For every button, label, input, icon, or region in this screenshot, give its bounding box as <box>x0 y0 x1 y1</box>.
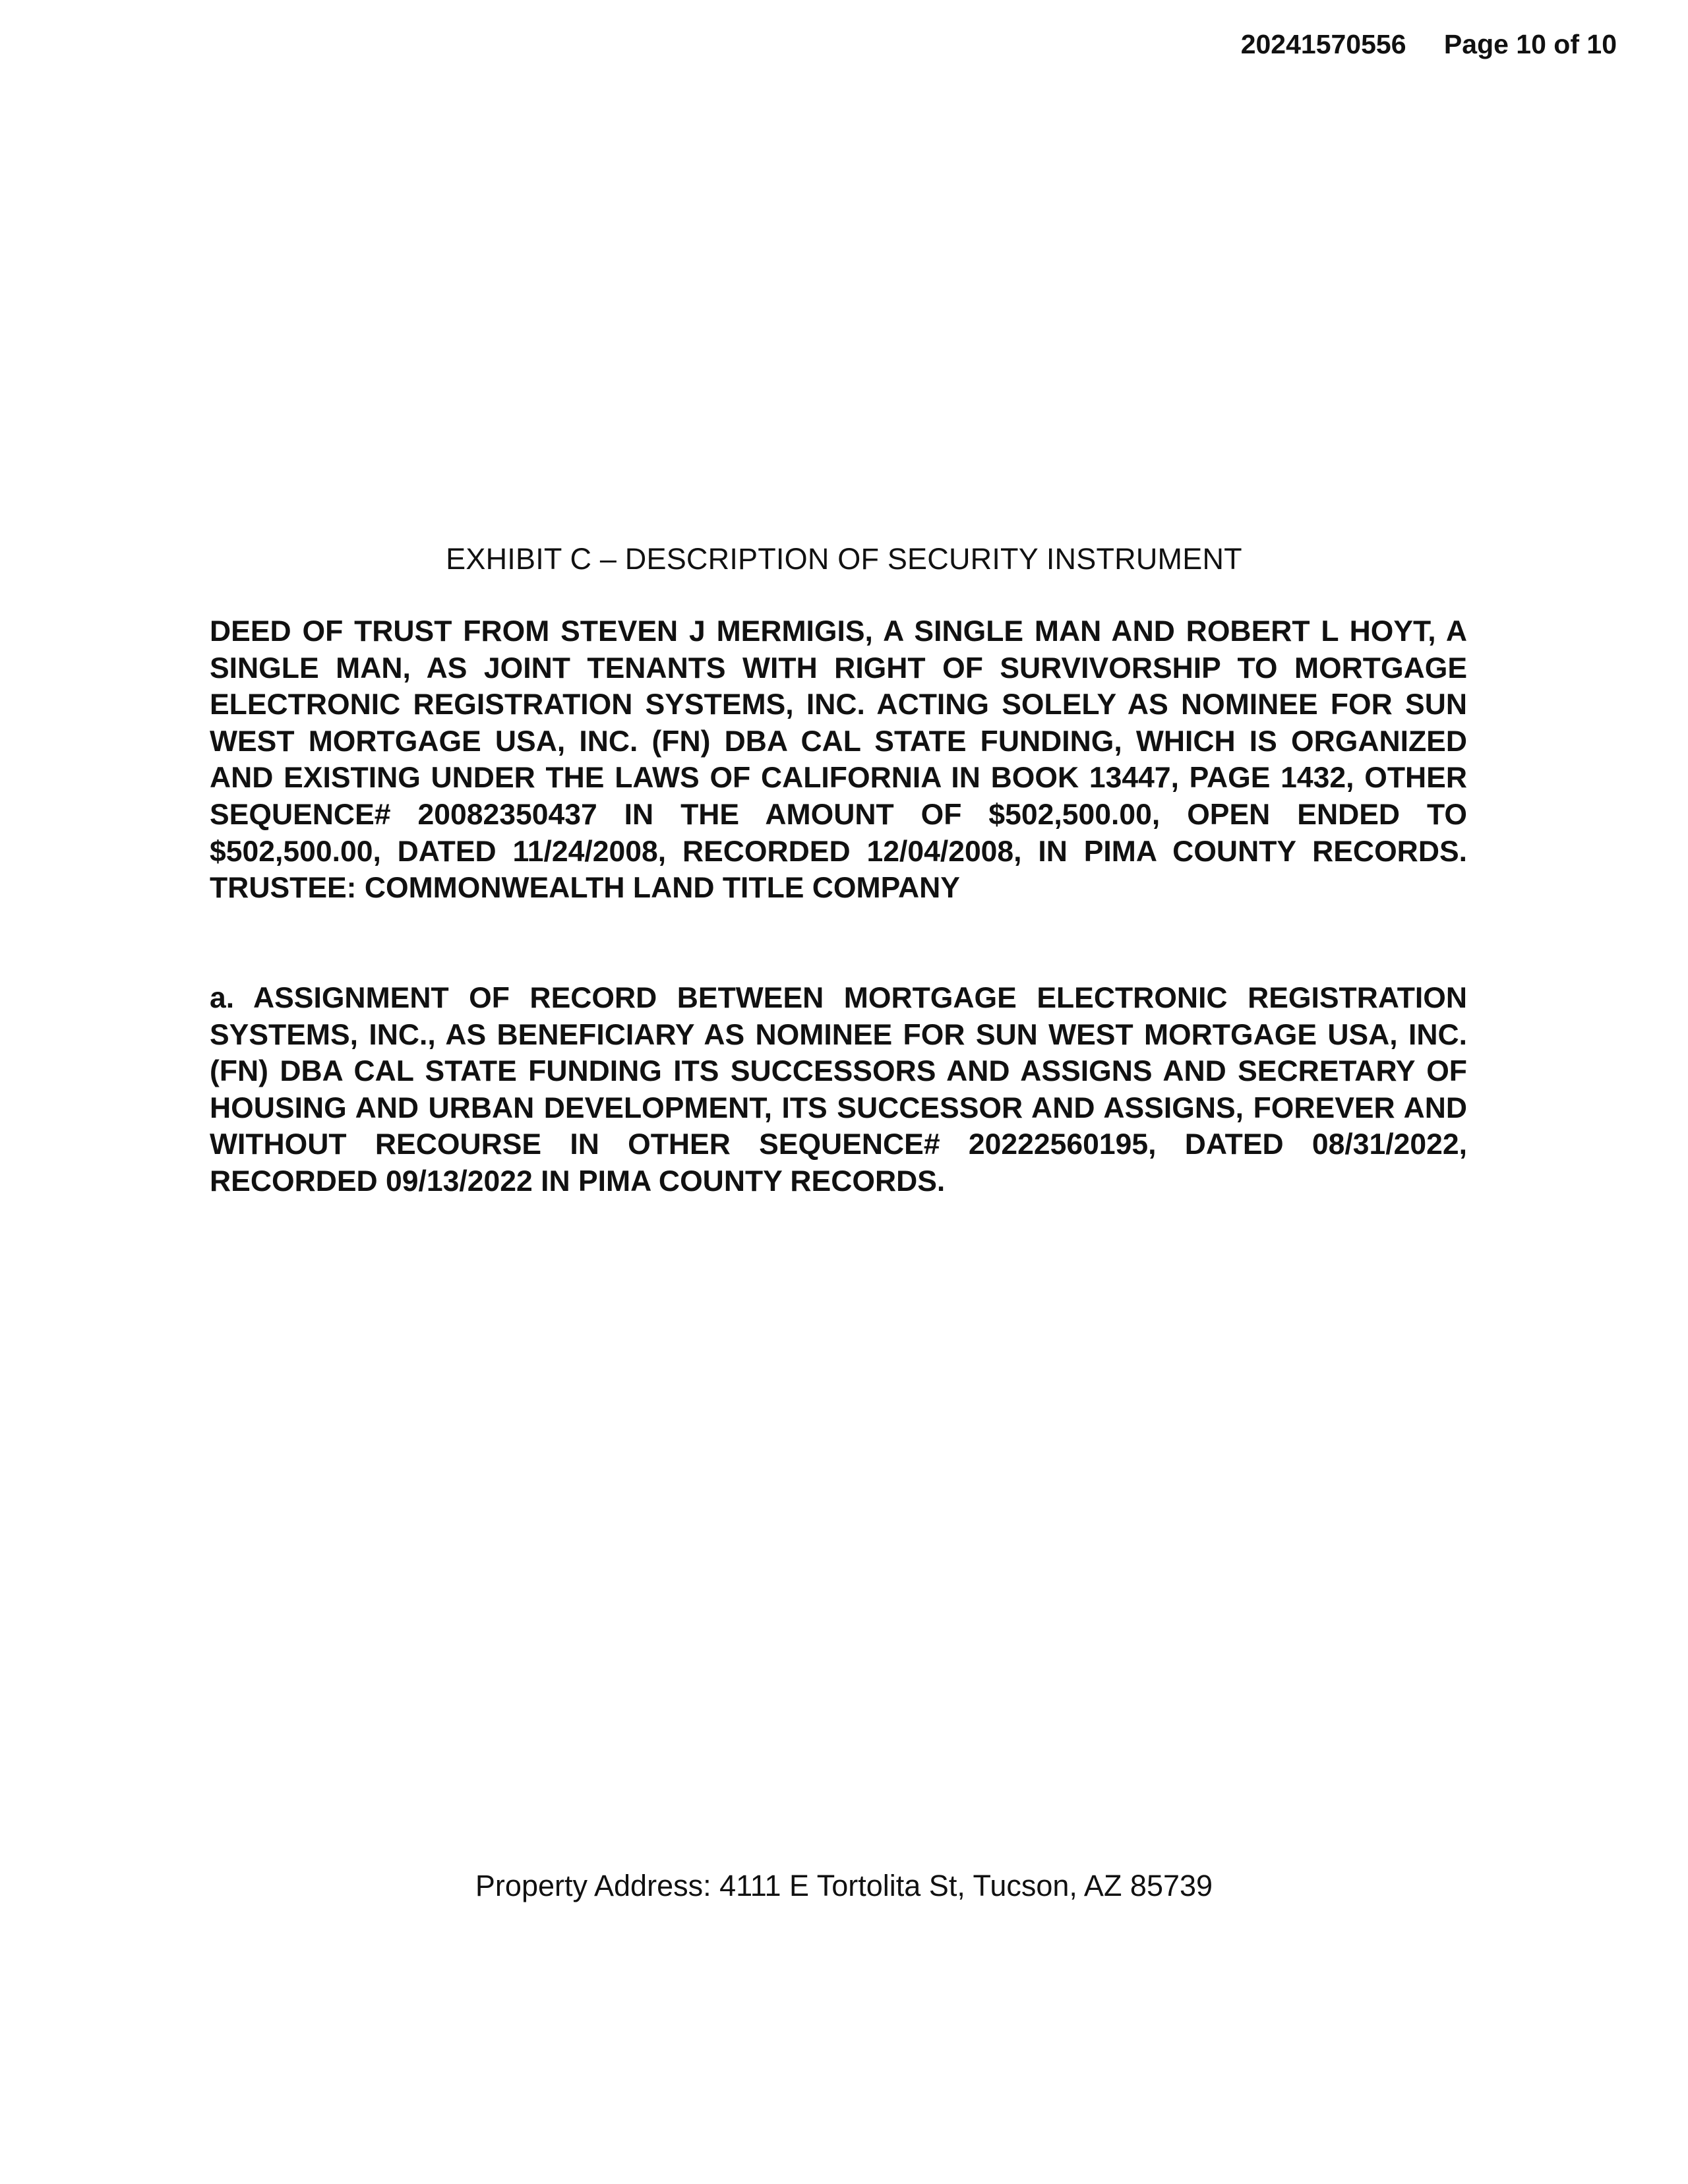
assignment-paragraph: a. ASSIGNMENT OF RECORD BETWEEN MORTGAGE ELECTRONIC REGISTRATION SYSTEMS, INC., AS BENEFICIARY AS NOMINEE FOR SUN WEST MORTGAGE USA, INC. (FN) DBA CAL STATE FUNDING ITS SUCCESSORS AND ASSIGNS AND SECRETARY OF HOUSING AND URBAN DEVELOPMENT, ITS SUCCESSOR AND ASSIGNS, FOREVER AND WITHOUT RECOURSE IN OTHER SEQUENCE# 20222560195, DATED 08/31/2022, RECORDED 09/13/2022 IN PIMA COUNTY RECORDS. <box>210 982 1467 1198</box>
page-header <box>1241 29 1617 60</box>
exhibit-title: EXHIBIT C – DESCRIPTION OF SECURITY INSTRUMENT <box>446 542 1242 576</box>
property-address: Property Address: 4111 E Tortolita St, Tucson, AZ 85739 <box>475 1869 1213 1902</box>
deed-of-trust-paragraph: DEED OF TRUST FROM STEVEN J MERMIGIS, A SINGLE MAN AND ROBERT L HOYT, A SINGLE MAN, AS JOINT TENANTS WITH RIGHT OF SURVIVORSHIP TO MORTGAGE ELECTRONIC REGISTRATION SYSTEMS, INC. ACTING SOLELY AS NOMINEE FOR SUN WEST MORTGAGE USA, INC. (FN) DBA CAL STATE FUNDING, WHICH IS ORGANIZED AND EXISTING UNDER THE LAWS OF CALIFORNIA IN BOOK 13447, PAGE 1432, OTHER SEQUENCE# 20082350437 IN THE AMOUNT OF $502,500.00, OPEN ENDED TO $502,500.00, DATED 11/24/2008, RECORDED 12/04/2008, IN PIMA COUNTY RECORDS. TRUSTEE: COMMONWEALTH LAND TITLE COMPANY <box>210 615 1467 905</box>
document-number: 20241570556 <box>1240 29 1406 59</box>
page-number-label: Page 10 of 10 <box>1443 29 1617 59</box>
